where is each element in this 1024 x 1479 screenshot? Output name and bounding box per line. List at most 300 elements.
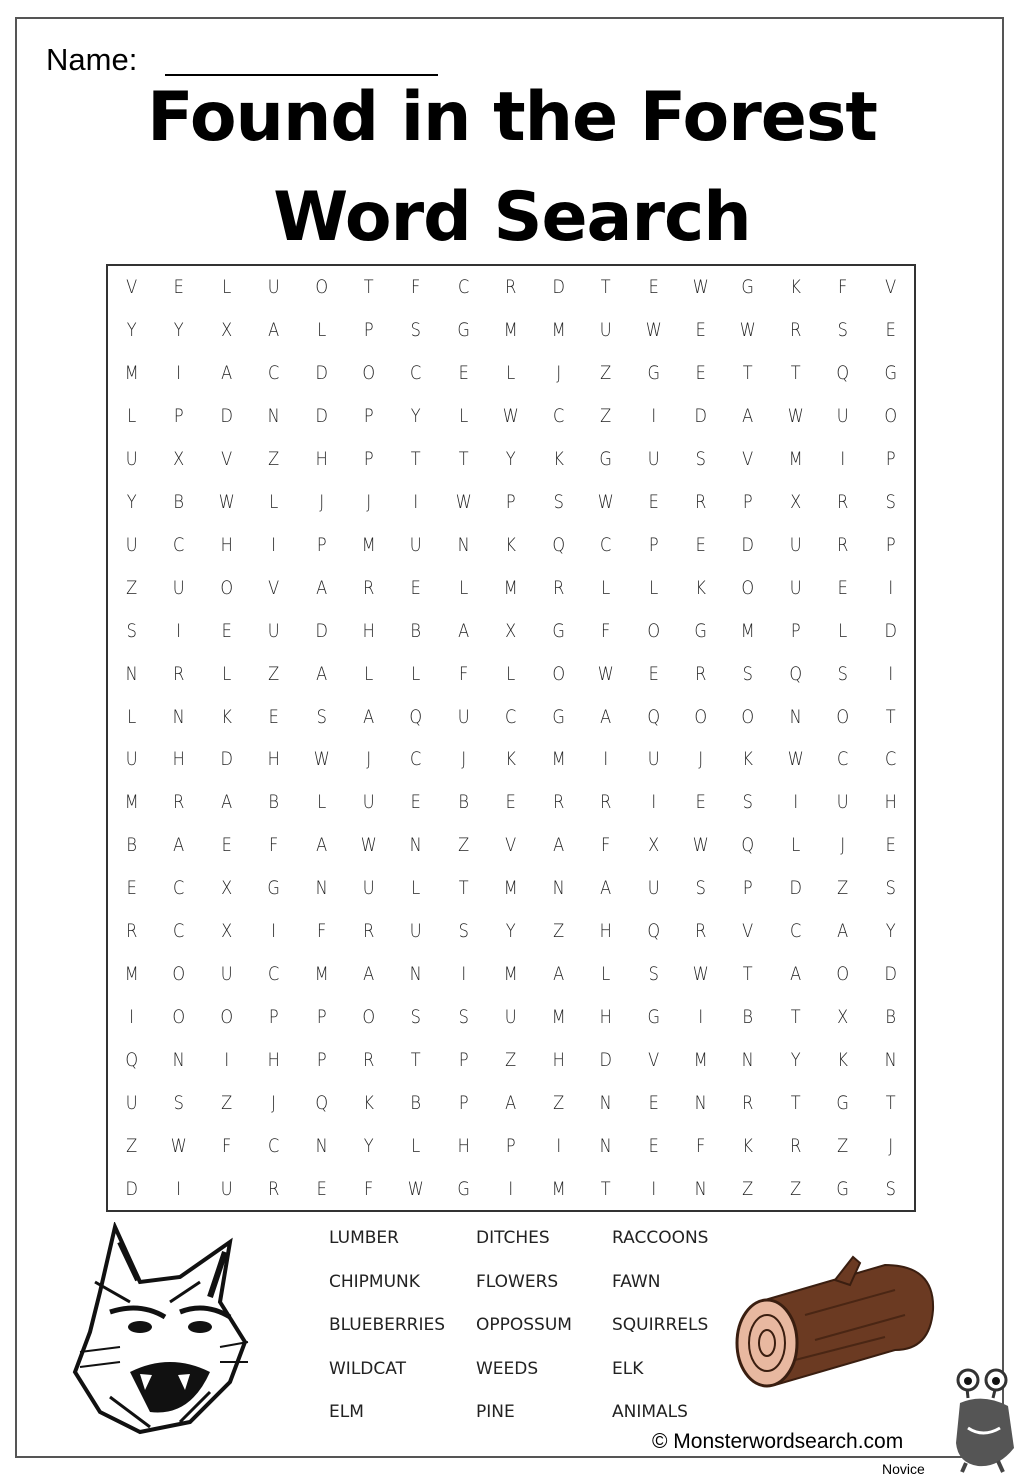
grid-letter[interactable]: O (883, 405, 897, 428)
grid-letter[interactable]: D (220, 748, 233, 771)
grid-letter[interactable]: Z (837, 1134, 849, 1157)
grid-letter[interactable]: N (552, 877, 565, 900)
grid-letter[interactable]: L (269, 490, 279, 513)
grid-letter[interactable]: O (362, 1005, 376, 1028)
grid-letter[interactable]: G (884, 362, 897, 385)
grid-letter[interactable]: E (458, 362, 469, 385)
grid-letter[interactable]: E (885, 834, 896, 857)
grid-letter[interactable]: C (173, 877, 185, 900)
grid-letter[interactable]: Z (742, 1177, 754, 1200)
grid-letter[interactable]: A (505, 1091, 517, 1114)
grid-letter[interactable]: M (504, 319, 518, 342)
grid-letter[interactable]: Z (837, 877, 849, 900)
grid-letter[interactable]: R (268, 1177, 280, 1200)
grid-letter[interactable]: E (837, 576, 848, 599)
grid-letter[interactable]: N (884, 1048, 897, 1071)
grid-letter[interactable]: H (884, 791, 897, 814)
grid-letter[interactable]: C (173, 920, 185, 943)
grid-letter[interactable]: F (364, 1177, 374, 1200)
grid-letter[interactable]: K (837, 1048, 849, 1071)
grid-letter[interactable]: G (836, 1177, 850, 1200)
grid-letter[interactable]: G (741, 276, 755, 299)
grid-letter[interactable]: T (790, 1005, 801, 1028)
grid-letter[interactable]: E (695, 533, 706, 556)
grid-letter[interactable]: W (692, 962, 709, 985)
grid-letter[interactable]: Q (789, 662, 802, 685)
grid-letter[interactable]: R (505, 276, 517, 299)
grid-letter[interactable]: K (553, 448, 564, 471)
grid-letter[interactable]: W (787, 748, 804, 771)
grid-letter[interactable]: G (836, 1091, 850, 1114)
grid-letter[interactable]: D (125, 1177, 138, 1200)
grid-letter[interactable]: P (648, 533, 659, 556)
grid-letter[interactable]: U (362, 791, 375, 814)
grid-letter[interactable]: X (220, 877, 233, 900)
grid-letter[interactable]: M (124, 962, 139, 985)
grid-letter[interactable]: E (648, 1134, 659, 1157)
grid-letter[interactable]: R (742, 1091, 754, 1114)
grid-letter[interactable]: H (552, 1048, 565, 1071)
grid-letter[interactable]: W (645, 319, 662, 342)
grid-letter[interactable]: L (838, 619, 848, 642)
grid-letter[interactable]: E (695, 791, 706, 814)
grid-letter[interactable]: G (599, 448, 613, 471)
grid-letter[interactable]: E (411, 791, 422, 814)
grid-letter[interactable]: U (125, 448, 138, 471)
grid-letter[interactable]: N (742, 1048, 755, 1071)
grid-letter[interactable]: T (743, 962, 753, 985)
grid-letter[interactable]: D (694, 405, 707, 428)
grid-letter[interactable]: L (127, 705, 137, 728)
grid-letter[interactable]: E (648, 490, 659, 513)
grid-letter[interactable]: K (695, 576, 706, 599)
grid-letter[interactable]: T (790, 362, 801, 385)
grid-letter[interactable]: Y (126, 319, 137, 342)
grid-letter[interactable]: C (505, 705, 517, 728)
grid-letter[interactable]: N (410, 962, 423, 985)
grid-letter[interactable]: C (457, 276, 470, 299)
grid-letter[interactable]: U (789, 533, 802, 556)
grid-letter[interactable]: D (884, 619, 897, 642)
grid-letter[interactable]: T (743, 362, 753, 385)
grid-letter[interactable]: U (125, 1091, 138, 1114)
grid-letter[interactable]: P (269, 1005, 279, 1028)
grid-letter[interactable]: I (650, 1177, 656, 1200)
grid-letter[interactable]: Z (552, 1091, 564, 1114)
grid-letter[interactable]: Q (741, 834, 755, 857)
grid-letter[interactable]: L (316, 791, 326, 814)
grid-letter[interactable]: N (789, 705, 802, 728)
grid-letter[interactable]: Y (411, 405, 422, 428)
grid-letter[interactable]: U (647, 877, 660, 900)
grid-letter[interactable]: C (410, 362, 422, 385)
grid-letter[interactable]: O (741, 705, 755, 728)
grid-letter[interactable]: E (316, 1177, 327, 1200)
grid-letter[interactable]: E (411, 576, 422, 599)
grid-letter[interactable]: P (885, 533, 896, 556)
grid-letter[interactable]: P (316, 1048, 327, 1071)
grid-letter[interactable]: Z (268, 448, 280, 471)
grid-letter[interactable]: L (127, 405, 137, 428)
grid-letter[interactable]: Z (220, 1091, 233, 1114)
grid-letter[interactable]: T (600, 1177, 611, 1200)
grid-letter[interactable]: N (410, 834, 423, 857)
grid-letter[interactable]: J (271, 1091, 277, 1114)
grid-letter[interactable]: K (363, 1091, 375, 1114)
grid-letter[interactable]: F (601, 834, 611, 857)
grid-letter[interactable]: M (551, 1177, 566, 1200)
grid-letter[interactable]: T (885, 705, 896, 728)
grid-letter[interactable]: G (646, 362, 660, 385)
grid-letter[interactable]: C (837, 748, 849, 771)
grid-letter[interactable]: I (793, 791, 798, 814)
grid-letter[interactable]: M (551, 319, 566, 342)
grid-letter[interactable]: N (457, 533, 470, 556)
grid-letter[interactable]: B (742, 1005, 754, 1028)
grid-letter[interactable]: I (176, 1177, 182, 1200)
grid-letter[interactable]: E (173, 276, 185, 299)
grid-letter[interactable]: F (601, 619, 611, 642)
grid-letter[interactable]: O (220, 576, 233, 599)
grid-letter[interactable]: Y (790, 1048, 801, 1071)
grid-letter[interactable]: U (836, 405, 849, 428)
grid-letter[interactable]: X (220, 319, 233, 342)
grid-letter[interactable]: S (316, 705, 327, 728)
grid-letter[interactable]: P (506, 490, 516, 513)
grid-letter[interactable]: O (836, 962, 850, 985)
grid-letter[interactable]: C (410, 748, 422, 771)
grid-letter[interactable]: X (789, 490, 801, 513)
grid-letter[interactable]: K (742, 1134, 754, 1157)
grid-letter[interactable]: H (457, 1134, 470, 1157)
grid-letter[interactable]: G (267, 877, 281, 900)
grid-letter[interactable]: Q (646, 920, 660, 943)
grid-letter[interactable]: R (363, 576, 375, 599)
grid-letter[interactable]: I (698, 1005, 704, 1028)
grid-letter[interactable]: U (173, 576, 186, 599)
grid-letter[interactable]: T (458, 877, 469, 900)
grid-letter[interactable]: E (221, 834, 232, 857)
grid-letter[interactable]: U (125, 533, 138, 556)
grid-letter[interactable]: K (790, 276, 801, 299)
grid-letter[interactable]: B (173, 490, 185, 513)
grid-letter[interactable]: F (695, 1134, 706, 1157)
grid-letter[interactable]: F (316, 920, 326, 943)
grid-letter[interactable]: Q (552, 533, 565, 556)
grid-letter[interactable]: E (505, 791, 517, 814)
grid-letter[interactable]: H (220, 533, 233, 556)
grid-letter[interactable]: L (222, 662, 232, 685)
grid-letter[interactable]: S (553, 490, 564, 513)
grid-letter[interactable]: V (126, 276, 138, 299)
grid-letter[interactable]: P (316, 1005, 327, 1028)
grid-letter[interactable]: J (840, 834, 846, 857)
grid-letter[interactable]: U (220, 1177, 233, 1200)
grid-letter[interactable]: N (694, 1177, 707, 1200)
grid-letter[interactable]: I (887, 576, 893, 599)
grid-letter[interactable]: L (790, 834, 800, 857)
grid-letter[interactable]: N (599, 1134, 612, 1157)
grid-letter[interactable]: D (741, 533, 755, 556)
grid-letter[interactable]: S (885, 1177, 896, 1200)
grid-letter[interactable]: D (789, 877, 802, 900)
grid-letter[interactable]: P (458, 1048, 469, 1071)
grid-letter[interactable]: K (221, 705, 232, 728)
grid-letter[interactable]: A (600, 705, 612, 728)
grid-letter[interactable]: O (314, 276, 328, 299)
grid-letter[interactable]: Q (646, 705, 660, 728)
grid-letter[interactable]: F (269, 834, 279, 857)
grid-letter[interactable]: E (885, 319, 896, 342)
grid-letter[interactable]: W (740, 319, 757, 342)
grid-letter[interactable]: L (316, 319, 326, 342)
grid-letter[interactable]: Y (363, 1134, 374, 1157)
grid-letter[interactable]: Z (126, 576, 138, 599)
grid-letter[interactable]: R (363, 920, 375, 943)
grid-letter[interactable]: O (646, 619, 660, 642)
grid-letter[interactable]: N (315, 1134, 328, 1157)
grid-letter[interactable]: S (173, 1091, 185, 1114)
grid-letter[interactable]: M (124, 791, 139, 814)
grid-letter[interactable]: I (271, 920, 277, 943)
grid-letter[interactable]: M (504, 877, 518, 900)
grid-letter[interactable]: A (268, 319, 280, 342)
grid-letter[interactable]: N (267, 405, 280, 428)
grid-letter[interactable]: M (504, 576, 518, 599)
grid-letter[interactable]: C (600, 533, 612, 556)
grid-letter[interactable]: Y (506, 448, 516, 471)
grid-letter[interactable]: S (648, 962, 659, 985)
grid-letter[interactable]: S (837, 319, 849, 342)
grid-letter[interactable]: A (315, 662, 327, 685)
grid-letter[interactable]: P (743, 877, 753, 900)
grid-letter[interactable]: D (552, 276, 565, 299)
grid-letter[interactable]: V (884, 276, 896, 299)
grid-letter[interactable]: P (174, 405, 184, 428)
grid-letter[interactable]: U (836, 791, 849, 814)
grid-letter[interactable]: H (315, 448, 328, 471)
grid-letter[interactable]: W (218, 490, 235, 513)
grid-letter[interactable]: F (458, 662, 469, 685)
grid-letter[interactable]: J (698, 748, 704, 771)
grid-letter[interactable]: P (743, 490, 753, 513)
grid-letter[interactable]: A (552, 962, 564, 985)
grid-letter[interactable]: O (172, 1005, 186, 1028)
grid-letter[interactable]: R (173, 791, 185, 814)
grid-letter[interactable]: H (599, 1005, 612, 1028)
grid-letter[interactable]: U (362, 877, 375, 900)
grid-letter[interactable]: E (695, 319, 706, 342)
grid-letter[interactable]: L (601, 576, 611, 599)
grid-letter[interactable]: L (506, 362, 516, 385)
grid-letter[interactable]: D (220, 405, 233, 428)
grid-letter[interactable]: W (455, 490, 472, 513)
grid-letter[interactable]: X (173, 448, 185, 471)
grid-letter[interactable]: K (505, 533, 517, 556)
grid-letter[interactable]: U (410, 920, 423, 943)
grid-letter[interactable]: H (173, 748, 186, 771)
grid-letter[interactable]: P (363, 405, 374, 428)
grid-letter[interactable]: C (789, 920, 802, 943)
grid-letter[interactable]: J (318, 490, 324, 513)
grid-letter[interactable]: L (459, 576, 469, 599)
grid-letter[interactable]: E (648, 1091, 659, 1114)
grid-letter[interactable]: J (461, 748, 466, 771)
grid-letter[interactable]: U (125, 748, 138, 771)
grid-letter[interactable]: W (597, 662, 614, 685)
grid-letter[interactable]: I (650, 405, 656, 428)
grid-letter[interactable]: B (458, 791, 469, 814)
grid-letter[interactable]: G (646, 1005, 660, 1028)
grid-letter[interactable]: Q (314, 1091, 328, 1114)
grid-letter[interactable]: R (173, 662, 185, 685)
grid-letter[interactable]: Y (174, 319, 185, 342)
grid-letter[interactable]: X (837, 1005, 849, 1028)
grid-letter[interactable]: S (458, 920, 469, 943)
grid-letter[interactable]: R (363, 1048, 375, 1071)
grid-letter[interactable]: T (411, 448, 422, 471)
grid-letter[interactable]: Y (506, 920, 516, 943)
grid-letter[interactable]: W (503, 405, 519, 428)
grid-letter[interactable]: F (221, 1134, 232, 1157)
grid-letter[interactable]: W (787, 405, 804, 428)
grid-letter[interactable]: B (410, 619, 422, 642)
grid-letter[interactable]: G (457, 1177, 470, 1200)
grid-letter[interactable]: Y (885, 920, 896, 943)
grid-letter[interactable]: B (268, 791, 280, 814)
grid-letter[interactable]: P (506, 1134, 516, 1157)
grid-letter[interactable]: H (599, 920, 612, 943)
grid-letter[interactable]: H (267, 1048, 281, 1071)
grid-letter[interactable]: I (650, 791, 656, 814)
grid-letter[interactable]: T (600, 276, 611, 299)
grid-letter[interactable]: V (268, 576, 280, 599)
grid-letter[interactable]: J (887, 1134, 893, 1157)
grid-letter[interactable]: A (220, 362, 233, 385)
name-input-line[interactable] (165, 74, 438, 76)
grid-letter[interactable]: Y (126, 490, 137, 513)
grid-letter[interactable]: S (411, 319, 422, 342)
grid-letter[interactable]: P (458, 1091, 469, 1114)
grid-letter[interactable]: Z (505, 1048, 517, 1071)
grid-letter[interactable]: C (268, 962, 280, 985)
grid-letter[interactable]: Q (836, 362, 850, 385)
grid-letter[interactable]: U (268, 276, 280, 299)
grid-letter[interactable]: A (220, 791, 233, 814)
grid-letter[interactable]: O (172, 962, 186, 985)
grid-letter[interactable]: E (126, 877, 137, 900)
grid-letter[interactable]: D (315, 362, 328, 385)
grid-letter[interactable]: A (363, 962, 375, 985)
grid-letter[interactable]: I (840, 448, 846, 471)
grid-letter[interactable]: D (884, 962, 897, 985)
grid-letter[interactable]: A (458, 619, 470, 642)
grid-letter[interactable]: P (316, 533, 327, 556)
grid-letter[interactable]: O (362, 362, 376, 385)
grid-letter[interactable]: A (552, 834, 564, 857)
grid-letter[interactable]: I (556, 1134, 561, 1157)
grid-letter[interactable]: Z (552, 920, 564, 943)
grid-letter[interactable]: W (408, 1177, 425, 1200)
grid-letter[interactable]: F (838, 276, 848, 299)
grid-letter[interactable]: G (694, 619, 707, 642)
grid-letter[interactable]: M (551, 1005, 566, 1028)
grid-letter[interactable]: Q (409, 705, 423, 728)
grid-letter[interactable]: B (126, 834, 137, 857)
grid-letter[interactable]: P (790, 619, 801, 642)
grid-letter[interactable]: L (222, 276, 232, 299)
grid-letter[interactable]: U (647, 748, 660, 771)
grid-letter[interactable]: Z (600, 362, 612, 385)
grid-letter[interactable]: L (459, 405, 469, 428)
grid-letter[interactable]: O (552, 662, 565, 685)
grid-letter[interactable]: G (457, 319, 470, 342)
grid-letter[interactable]: N (173, 1048, 186, 1071)
grid-letter[interactable]: C (268, 362, 280, 385)
grid-letter[interactable]: E (648, 276, 659, 299)
grid-letter[interactable]: I (271, 533, 277, 556)
grid-letter[interactable]: U (410, 533, 423, 556)
grid-letter[interactable]: N (173, 705, 186, 728)
grid-letter[interactable]: I (176, 362, 182, 385)
grid-letter[interactable]: V (505, 834, 517, 857)
grid-letter[interactable]: M (788, 448, 803, 471)
grid-letter[interactable]: S (411, 1005, 422, 1028)
grid-letter[interactable]: R (789, 319, 802, 342)
grid-letter[interactable]: S (885, 490, 896, 513)
grid-letter[interactable]: C (173, 533, 185, 556)
grid-letter[interactable]: I (461, 962, 466, 985)
grid-letter[interactable]: J (366, 490, 372, 513)
grid-letter[interactable]: I (224, 1048, 229, 1071)
grid-letter[interactable]: U (789, 576, 802, 599)
grid-letter[interactable]: P (363, 319, 374, 342)
grid-letter[interactable]: V (742, 920, 754, 943)
grid-letter[interactable]: I (413, 490, 419, 513)
grid-letter[interactable]: E (695, 362, 706, 385)
grid-letter[interactable]: Z (458, 834, 470, 857)
grid-letter[interactable]: I (508, 1177, 514, 1200)
grid-letter[interactable]: L (648, 576, 658, 599)
grid-letter[interactable]: L (411, 662, 421, 685)
grid-letter[interactable]: R (552, 576, 565, 599)
grid-letter[interactable]: O (694, 705, 708, 728)
grid-letter[interactable]: A (600, 877, 612, 900)
grid-letter[interactable]: S (695, 448, 706, 471)
grid-letter[interactable]: A (315, 834, 327, 857)
grid-letter[interactable]: W (692, 834, 709, 857)
grid-letter[interactable]: U (268, 619, 280, 642)
grid-letter[interactable]: J (366, 748, 372, 771)
grid-letter[interactable]: L (364, 662, 374, 685)
grid-letter[interactable]: A (742, 405, 754, 428)
grid-letter[interactable]: L (506, 662, 516, 685)
grid-letter[interactable]: S (742, 662, 754, 685)
grid-letter[interactable]: N (599, 1091, 612, 1114)
grid-letter[interactable]: O (220, 1005, 233, 1028)
grid-letter[interactable]: A (315, 576, 327, 599)
grid-letter[interactable]: I (129, 1005, 135, 1028)
grid-letter[interactable]: P (885, 448, 896, 471)
grid-letter[interactable]: W (171, 1134, 188, 1157)
grid-letter[interactable]: Z (600, 405, 612, 428)
grid-letter[interactable]: H (267, 748, 281, 771)
grid-letter[interactable]: W (692, 276, 709, 299)
grid-letter[interactable]: B (410, 1091, 422, 1114)
grid-letter[interactable]: G (552, 619, 565, 642)
grid-letter[interactable]: W (597, 490, 614, 513)
grid-letter[interactable]: M (693, 1048, 708, 1071)
